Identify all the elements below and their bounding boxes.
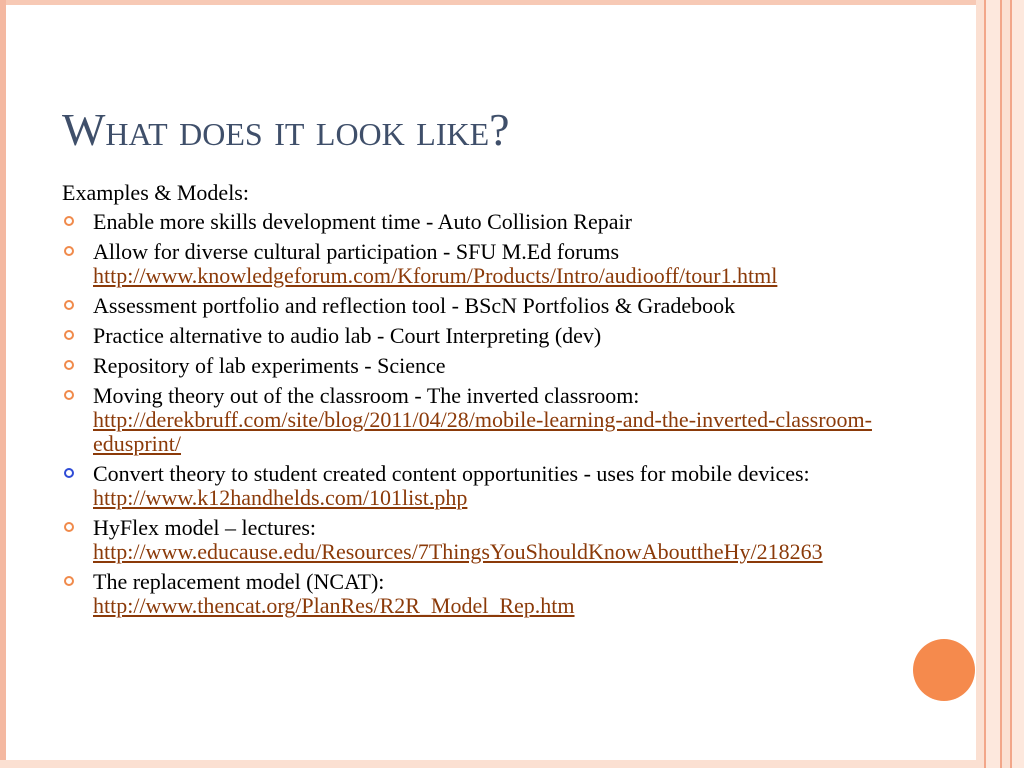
bullet-text: Convert theory to student created content opportunities - uses for mobile devices: bbox=[93, 461, 810, 486]
top-border bbox=[0, 0, 1024, 5]
bullet-text: Enable more skills development time - Auto Collision Repair bbox=[93, 209, 632, 234]
derekbruff-link[interactable]: http://derekbruff.com/site/blog/2011/04/28/mobile-learning-and-the-inverted-classroom-edusprint/ bbox=[93, 407, 872, 456]
list-item bbox=[62, 462, 882, 510]
bullet-ring-icon bbox=[64, 330, 74, 340]
bullet-text: Repository of lab experiments - Science bbox=[93, 353, 446, 378]
bullet-text: Practice alternative to audio lab - Court Interpreting (dev) bbox=[93, 323, 602, 348]
decorative-circle bbox=[913, 639, 975, 701]
bullet-list bbox=[62, 210, 882, 624]
bullet-ring-icon bbox=[64, 576, 74, 586]
bullet-ring-icon bbox=[64, 300, 74, 310]
intro-text: Examples & Models: bbox=[62, 180, 249, 205]
list-item bbox=[62, 324, 882, 348]
list-item bbox=[62, 516, 882, 564]
bullet-ring-icon bbox=[64, 246, 74, 256]
thencat-link[interactable]: http://www.thencat.org/PlanRes/R2R_Model_Rep.htm bbox=[93, 593, 575, 618]
list-item bbox=[62, 384, 882, 456]
list-item bbox=[62, 240, 882, 288]
list-item bbox=[62, 210, 882, 234]
list-item bbox=[62, 570, 882, 618]
bullet-ring-icon bbox=[64, 216, 74, 226]
educause-link[interactable]: http://www.educause.edu/Resources/7ThingsYouShouldKnowAbouttheHy/218263 bbox=[93, 539, 823, 564]
knowledgeforum-link[interactable]: http://www.knowledgeforum.com/Kforum/Products/Intro/audiooff/tour1.html bbox=[93, 263, 778, 288]
slide-title: What does it look like? bbox=[62, 104, 510, 155]
bullet-text: The replacement model (NCAT): bbox=[93, 569, 385, 594]
bullet-ring-icon bbox=[64, 522, 74, 532]
list-item bbox=[62, 354, 882, 378]
bottom-border bbox=[0, 760, 1024, 768]
bullet-ring-icon bbox=[64, 360, 74, 370]
bullet-text: Allow for diverse cultural participation - SFU M.Ed forums bbox=[93, 239, 620, 264]
bullet-text: Moving theory out of the classroom - The inverted classroom: bbox=[93, 383, 640, 408]
list-item bbox=[62, 294, 882, 318]
bullet-text: HyFlex model – lectures: bbox=[93, 515, 317, 540]
decorative-stripes bbox=[976, 0, 1024, 768]
left-border bbox=[0, 0, 6, 768]
bullet-ring-icon bbox=[64, 390, 74, 400]
bullet-text: Assessment portfolio and reflection tool - BScN Portfolios & Gradebook bbox=[93, 293, 736, 318]
k12handhelds-link[interactable]: http://www.k12handhelds.com/101list.php bbox=[93, 485, 468, 510]
bullet-ring-icon bbox=[64, 468, 74, 478]
